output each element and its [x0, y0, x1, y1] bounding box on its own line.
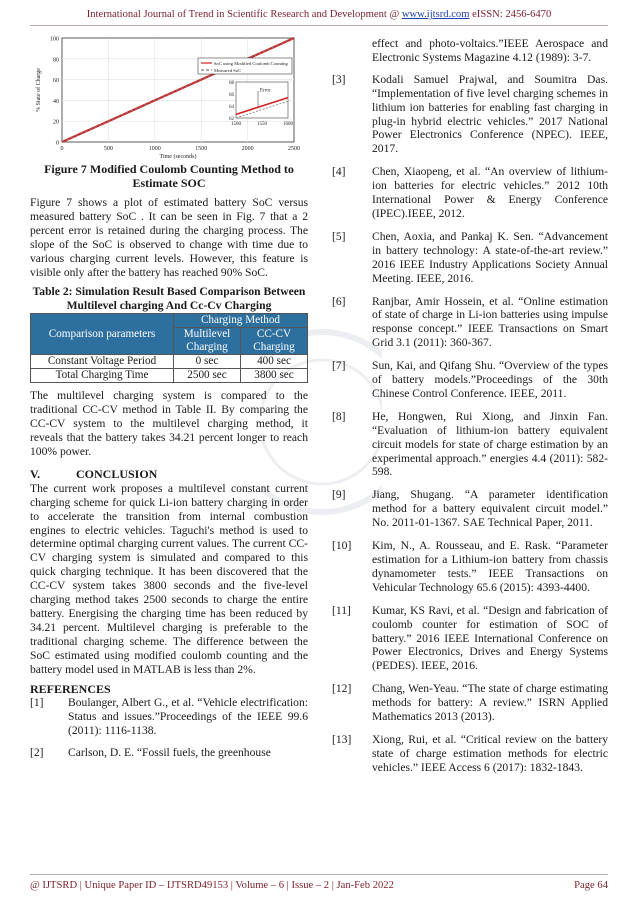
reference-number: [3] — [332, 72, 346, 86]
journal-name: International Journal of Trend in Scientific Research and Development @ — [86, 9, 402, 20]
reference-item — [332, 604, 608, 674]
reference-item — [332, 295, 608, 351]
inset-error-label: Error — [260, 88, 271, 94]
table-header-multilevel: Multilevel Charging — [174, 328, 241, 355]
reference-item — [332, 539, 608, 595]
reference-text: Jiang, Shugang. “A parameter identification method for a battery equivalent circuit model.” No. 2011-01-1367. SAE Technical Paper, 2011. — [372, 488, 608, 530]
table-cell-multilevel: 0 sec — [174, 355, 241, 369]
table-cell-param: Total Charging Time — [31, 369, 174, 383]
reference-text: Chen, Aoxia, and Pankaj K. Sen. “Advancement in battery technology: A state-of-the-art review.” 2016 IEEE Industry Applications Society Annual Meeting. IEEE, 2016. — [372, 229, 608, 285]
inset-y-tick-label: 66 — [229, 93, 234, 98]
reference-number: [4] — [332, 165, 346, 179]
table-header-parameters: Comparison parameters — [31, 314, 174, 355]
reference-text: Xiong, Rui, et al. “Critical review on the battery state of charge estimation methods for electric vehicles.” IEEE Access 6 (2017): 1832-1843. — [372, 732, 608, 774]
section-title: CONCLUSION — [76, 466, 158, 481]
x-tick-label: 0 — [60, 146, 64, 152]
reference-number: [8] — [332, 409, 346, 423]
x-tick-label: 2000 — [241, 146, 254, 152]
footer-rule — [30, 874, 608, 875]
reference-number: [11] — [332, 603, 351, 617]
comparison-table — [30, 313, 308, 383]
legend-entry: Measured SoC — [214, 68, 242, 73]
left-column — [30, 32, 308, 768]
section-number: V. — [30, 466, 41, 481]
soc-chart — [30, 32, 308, 160]
reference-number: [13] — [332, 732, 352, 746]
inset-y-tick-label: 62 — [229, 117, 234, 122]
x-axis-label: Time (seconds) — [159, 154, 197, 160]
paragraph-figure-discussion: Figure 7 shows a plot of estimated battery SoC versus measured battery SoC . It can be seen in Fig. 7 that a 2 percent error is retained during the charging process. The slope of the SoC is observed to change with time due to various charging current levels. However, this feature is visible only after the battery has reached 90% SoC. — [30, 196, 308, 279]
y-tick-label: 80 — [53, 57, 59, 64]
reference-item — [332, 165, 608, 221]
inset-x-tick-label: 1600 — [283, 122, 293, 127]
journal-issn: eISSN: 2456-6470 — [469, 9, 552, 20]
right-column — [332, 37, 608, 784]
table-cell-multilevel: 2500 sec — [174, 369, 241, 383]
header-rule — [30, 25, 608, 26]
reference-text: Kumar, KS Ravi, et al. “Design and fabrication of coulomb counter for estimation of SOC of battery.” 2016 IEEE International Conference on Power Electronics, Drives and Energy Systems (PEDES). IEEE, 2016. — [372, 603, 608, 673]
inset-y-tick-label: 68 — [229, 81, 234, 86]
reference-item — [332, 682, 608, 724]
footer-paper-info: @ IJTSRD | Unique Paper ID – IJTSRD49153 | Volume – 6 | Issue – 2 | Jan-Feb 2022 — [30, 880, 394, 891]
reference-text: effect and photo-voltaics.”IEEE Aerospace and Electronic Systems Magazine 4.12 (1989): 3-7. — [372, 37, 608, 64]
reference-number: [6] — [332, 294, 346, 308]
figure-caption: Figure 7 Modified Coulomb Counting Method to Estimate SOC — [44, 162, 294, 190]
table-cell-cccv: 400 sec — [241, 355, 308, 369]
y-axis-label: % State of Charge — [36, 68, 42, 112]
y-tick-label: 20 — [53, 119, 59, 126]
reference-number: [5] — [332, 229, 346, 243]
reference-number: [7] — [332, 359, 346, 373]
reference-text: Kodali Samuel Prajwal, and Soumitra Das. “Implementation of five level charging schemes in lithium ion batteries for enabling fast charging in plug-in hybrid electric vehicles.” 2017 National Power Electronics Conference (NPEC). IEEE, 2017. — [372, 72, 608, 156]
reference-item — [332, 359, 608, 401]
reference-number: [1] — [30, 696, 44, 710]
table-row — [31, 355, 308, 369]
page-number: Page 64 — [574, 880, 608, 891]
table-cell-cccv: 3800 sec — [241, 369, 308, 383]
table-title: Table 2: Simulation Result Based Comparison Between Multilevel charging And Cc-Cv Charging — [32, 285, 306, 312]
reference-number: [9] — [332, 488, 346, 502]
reference-text: Boulanger, Albert G., et al. “Vehicle electrification: Status and issues.”Proceedings of the IEEE 99.6 (2011): 1116-1138. — [68, 696, 308, 738]
reference-item — [332, 488, 608, 530]
inset-x-tick-label: 1550 — [257, 122, 267, 127]
table-header-cccv: CC-CV Charging — [241, 328, 308, 355]
y-tick-label: 100 — [50, 36, 59, 43]
x-tick-label: 2500 — [288, 146, 300, 152]
reference-text: He, Hongwen, Rui Xiong, and Jinxin Fan. “Evaluation of lithium-ion battery equivalent circuit models for state of charge estimation by an experimental approach.” energies 4.4 (2011): 582-598. — [372, 409, 608, 479]
references-heading: REFERENCES — [30, 682, 111, 697]
reference-item — [332, 733, 608, 775]
reference-number: [2] — [30, 746, 44, 760]
reference-text: Ranjbar, Amir Hossein, et al. “Online estimation of state of charge in Li-ion batteries using impulse response concept.” IEEE Transactions on Smart Grid 3.1 (2011): 360-367. — [372, 294, 608, 350]
x-tick-label: 1500 — [195, 146, 208, 152]
section-heading — [30, 467, 308, 481]
x-tick-label: 1000 — [148, 146, 161, 152]
journal-header — [0, 9, 638, 20]
legend-entry: SoC using Modified Coulomb Counting — [214, 61, 288, 66]
reference-item — [30, 696, 308, 738]
reference-item — [332, 410, 608, 480]
reference-text: Chen, Xiaopeng, et al. “An overview of lithium-ion batteries for electric vehicles.” 2012 10th International Power & Energy Conference (IPEC).IEEE, 2012. — [372, 165, 608, 220]
reference-number: [12] — [332, 682, 352, 696]
reference-text: Sun, Kai, and Qifang Shu. “Overview of the types of battery models.”Proceedings of the 30th Chinese Control Conference. IEEE, 2011. — [372, 359, 608, 400]
table-row — [31, 369, 308, 383]
paragraph-comparison: The multilevel charging system is compared to the traditional CC-CV method in Table II. By comparing the CC-CV system to the multilevel charging method, it reveals that the battery takes 34.21 percent longer to reach 100% power. — [30, 389, 308, 458]
reference-item — [30, 746, 308, 760]
figure-7 — [30, 32, 308, 160]
reference-text: Chang, Wen-Yeau. “The state of charge estimating methods for battery: A review.” ISRN Applied Mathematics 2013 (2013). — [372, 682, 608, 724]
x-tick-label: 500 — [103, 146, 113, 152]
reference-text: Kim, N., A. Rousseau, and E. Rask. “Parameter estimation for a Lithium-ion battery from chassis dynamometer tests.” IEEE Transactions on Vehicular Technology 65.6 (2015): 4393-4400. — [372, 539, 608, 594]
reference-item — [332, 230, 608, 286]
paragraph-conclusion: The current work proposes a multilevel constant current charging scheme for quick Li-ion battery charging in order to accelerate the transition from internal combustion engines to electric vehicles. Taguchi's method is used to determine optimal charging current values. The current CC-CV charging system is simulated and compared to this quick charging technique. It has been discovered that the CC-CV system takes 3800 seconds and the five-level charging method takes 2500 seconds to charge the entire battery. Energising the charging time has been reduced by 34.21 percent. Multilevel charging is preferable to the traditional charging scheme. The difference between the SoC estimated using modified coulomb counting and the battery model used in MATLAB is less than 2%. — [30, 481, 308, 676]
reference-continuation — [332, 37, 608, 65]
y-tick-label: 0 — [56, 140, 59, 147]
y-tick-label: 40 — [53, 98, 59, 105]
inset-x-tick-label: 1500 — [231, 122, 241, 127]
table-cell-param: Constant Voltage Period — [31, 355, 174, 369]
y-tick-label: 60 — [53, 78, 59, 85]
reference-text: Carlson, D. E. “Fossil fuels, the greenhouse — [68, 746, 271, 760]
reference-number: [10] — [332, 539, 352, 553]
table-header-charging-method: Charging Method — [174, 314, 308, 328]
reference-item — [332, 73, 608, 156]
journal-url-link[interactable]: www.ijtsrd.com — [401, 9, 470, 20]
inset-y-tick-label: 64 — [229, 105, 234, 110]
